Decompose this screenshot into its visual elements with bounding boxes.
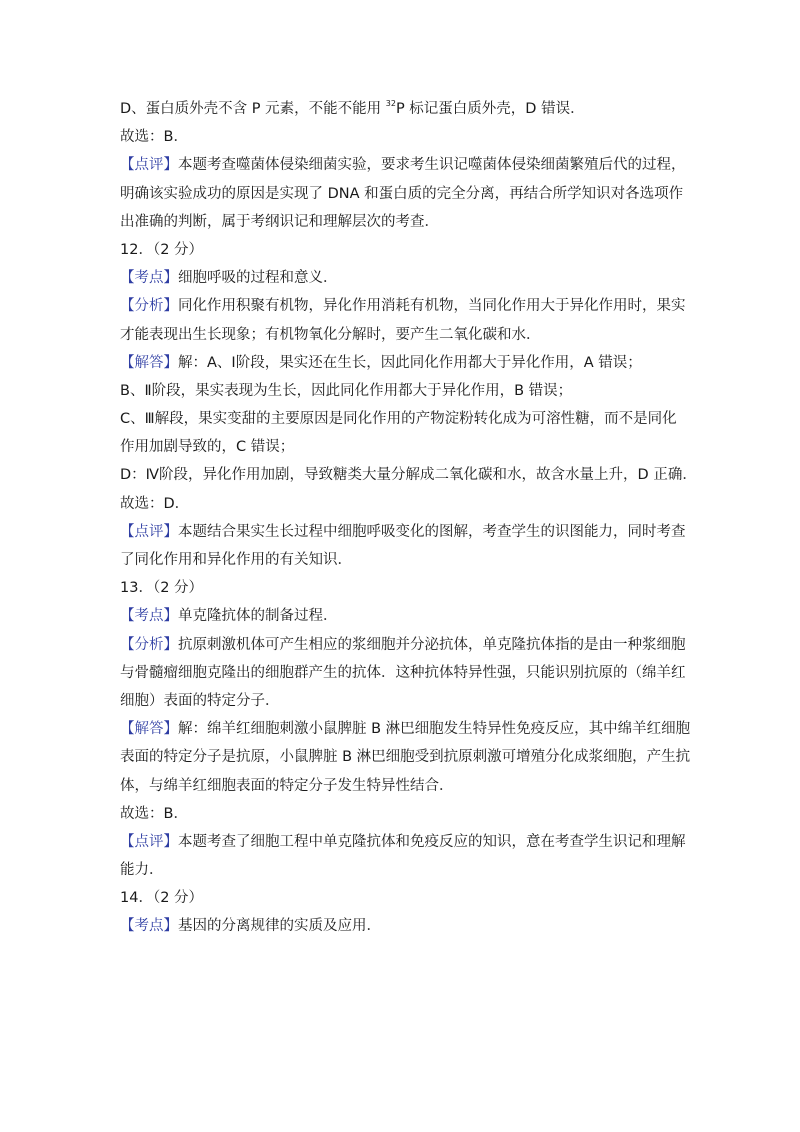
line-text: 故选：B． [120,805,188,822]
line-text: 本题考查了细胞工程中单克隆抗体和免疫反应的知识，意在考查学生识记和理解 [178,833,686,850]
line-text: 同化作用积聚有机物，异化作用消耗有机物，当同化作用大于异化作用时，果实 [178,298,686,315]
text-line-22 [120,715,691,743]
text-line-11 [120,405,680,433]
line-text: 明确该实验成功的原因是实现了 DNA 和蛋白质的完全分离，再结合所学知识对各选项作 [120,185,684,202]
line-text: 解：绵羊红细胞刺激小鼠脾脏 B 淋巴细胞发生特异性免疫反应，其中绵羊红细胞 [178,721,691,738]
text-line-3 [120,180,684,208]
line-text: 细胞）表面的特定分子． [120,692,280,709]
text-line-24 [120,772,680,800]
section-tag: 【解答】 [120,354,178,371]
text-line-20 [120,659,686,687]
line-text: D：Ⅳ阶段，异化作用加剧，导致糖类大量分解成二氧化碳和水，故含水量上升，D 正确． [120,467,697,484]
text-line-15 [120,518,686,546]
section-tag: 【点评】 [120,833,178,850]
line-text: 能力． [120,862,164,879]
line-text: 故选：B． [120,129,188,146]
line-text: 12．（2 分） [120,241,204,258]
line-text: B、Ⅱ阶段，果实表现为生长，因此同化作用都大于异化作用，B 错误； [120,382,573,399]
section-tag: 【分析】 [120,636,178,653]
line-text: 与骨髓瘤细胞克隆出的细胞群产生的抗体．这种抗体特异性强，只能识别抗原的（绵羊红 [120,664,686,681]
text-line-4 [120,208,680,236]
text-line-27 [120,856,680,884]
text-line-25 [120,800,680,828]
section-tag: 【考点】 [120,608,178,625]
line-text: 本题考查噬菌体侵染细菌实验，要求考生识记噬菌体侵染细菌繁殖后代的过程， [178,157,686,174]
section-tag: 【解答】 [120,721,178,738]
text-line-13 [120,461,697,489]
text-line-21 [120,687,680,715]
text-line-17 [120,574,680,602]
text-line-28 [120,884,680,912]
section-tag: 【点评】 [120,523,178,540]
line-text: 故选：D． [120,495,190,512]
line-text: 13．（2 分） [120,580,204,597]
text-line-10 [120,377,680,405]
line-text: 基因的分离规律的实质及应用． [178,918,381,935]
section-tag: 【考点】 [120,270,178,287]
text-line-8 [120,321,680,349]
answer-text-body [120,95,697,941]
line-text: 体，与绵羊红细胞表面的特定分子发生特异性结合． [120,777,454,794]
line-text: 抗原刺激机体可产生相应的浆细胞并分泌抗体，单克隆抗体指的是由一种浆细胞 [178,636,686,653]
line-text: D、蛋白质外壳不含 P 元素，不能不能用 [120,101,386,117]
line-text: 表面的特定分子是抗原，小鼠脾脏 B 淋巴细胞受到抗原刺激可增殖分化成浆细胞，产生抗 [120,749,691,766]
superscript-32: 32 [385,99,396,108]
text-line-6 [120,264,680,292]
line-text: 14．（2 分） [120,890,204,907]
text-line-12 [120,433,680,461]
text-line-1 [120,123,680,151]
text-line-0 [120,95,680,123]
text-line-23 [120,743,691,771]
line-text: 了同化作用和异化作用的有关知识． [120,552,352,568]
text-line-16 [120,546,680,574]
line-text: C、Ⅲ解段，果实变甜的主要原因是同化作用的产物淀粉转化成为可溶性糖，而不是同化 [120,411,677,428]
line-text: 才能表现出生长现象；有机物氧化分解时，要产生二氧化碳和水． [120,326,541,343]
text-line-26 [120,828,686,856]
text-line-14 [120,490,680,518]
line-text: 出准确的判断，属于考纲识记和理解层次的考查． [120,213,439,230]
section-tag: 【分析】 [120,298,178,315]
text-line-19 [120,631,686,659]
text-line-9 [120,349,680,377]
line-text: 作用加剧导致的，C 错误； [120,439,295,456]
section-tag: 【考点】 [120,918,178,935]
section-tag: 【点评】 [120,157,178,174]
text-line-2 [120,151,686,179]
text-line-7 [120,292,686,320]
text-line-29 [120,912,680,940]
line-text: 本题结合果实生长过程中细胞呼吸变化的图解，考查学生的识图能力，同时考查 [178,523,686,540]
line-text: 单克隆抗体的制备过程． [178,608,338,625]
line-text: 解：A、Ⅰ阶段，果实还在生长，因此同化作用都大于异化作用，A 错误； [178,354,642,371]
text-line-18 [120,602,680,630]
line-text: 细胞呼吸的过程和意义． [178,270,338,287]
line-text-tail: P 标记蛋白质外壳，D 错误． [395,101,585,117]
text-line-5 [120,236,680,264]
